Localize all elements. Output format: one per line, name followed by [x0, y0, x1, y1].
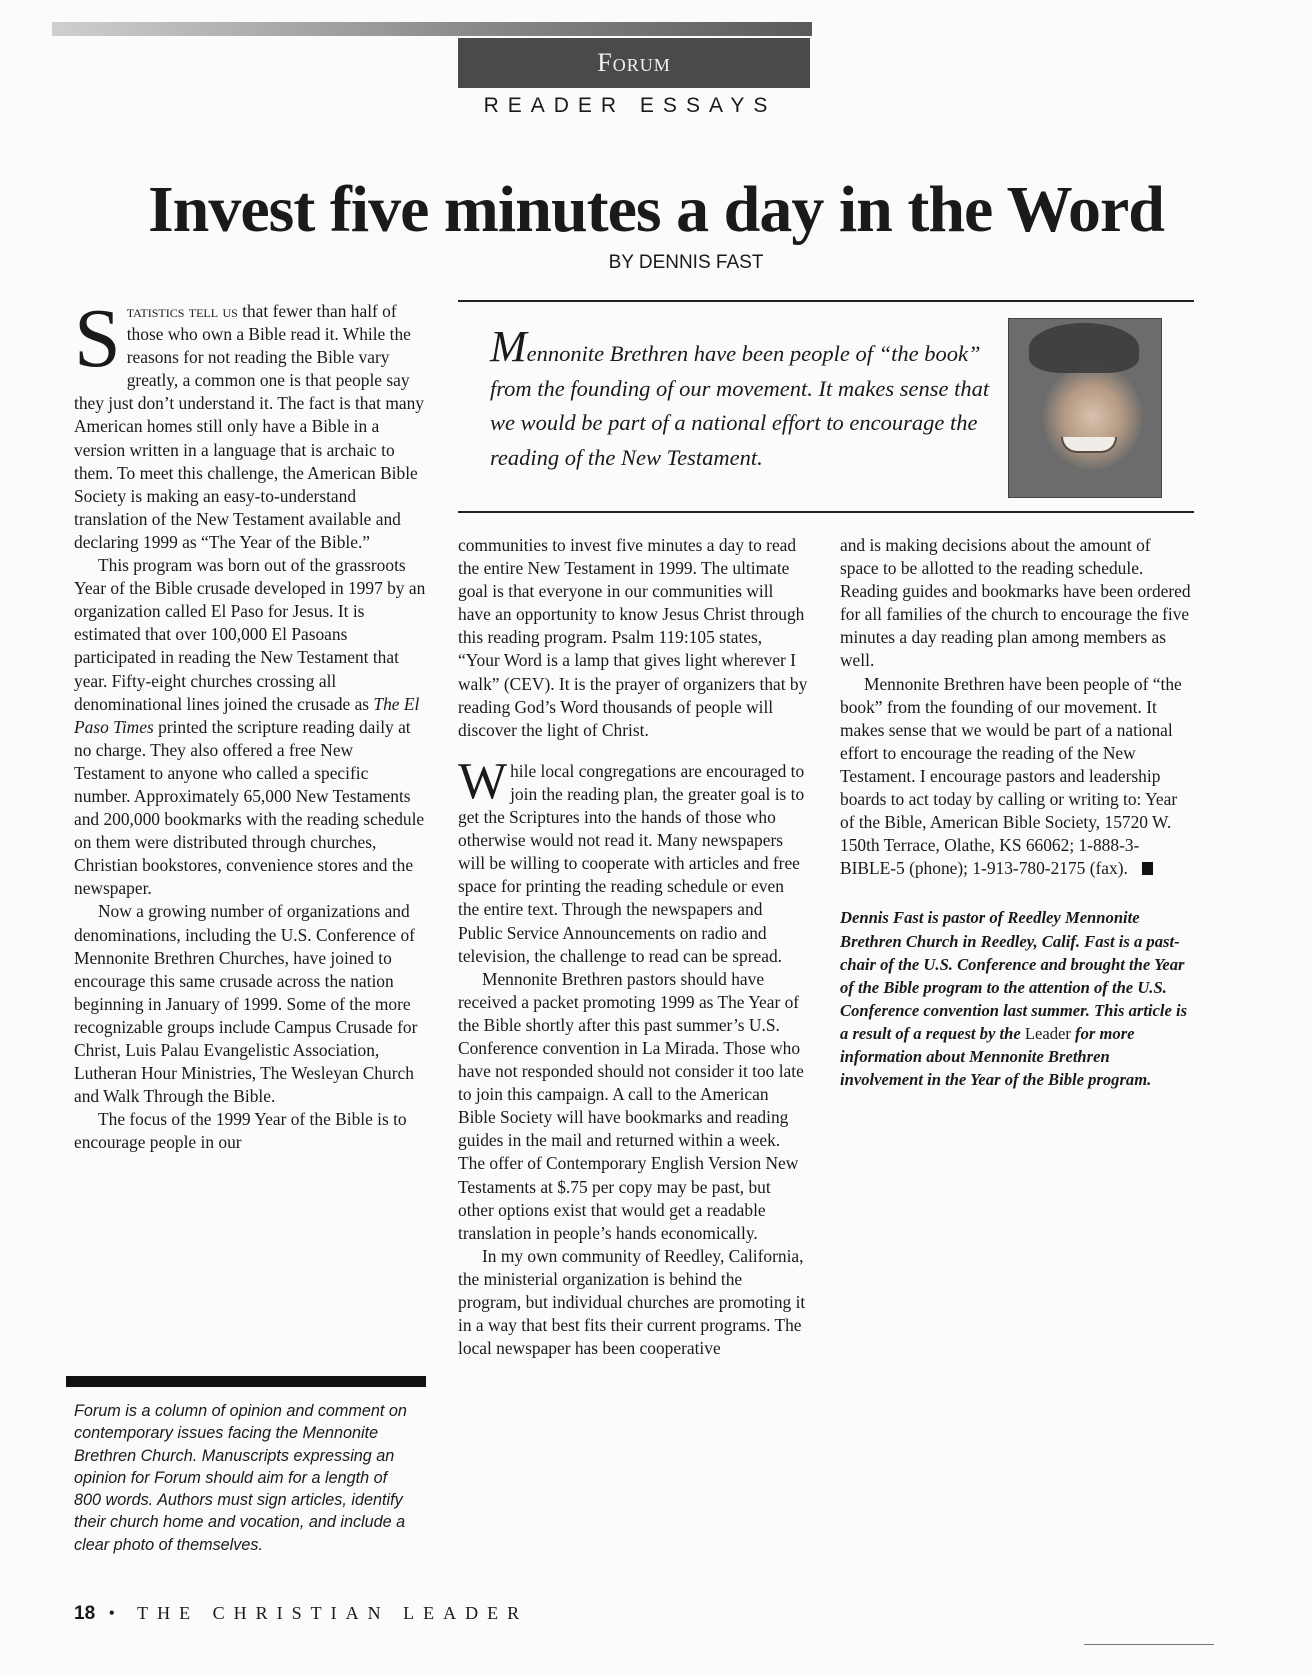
column-3 — [840, 534, 1192, 1091]
author-bio-text-b: for more information about Mennonite Brethren involvement in the Year of the Bible program. — [840, 1023, 1152, 1090]
paragraph-8 — [840, 673, 1192, 881]
paragraph-3: Now a growing number of organizations and denominations, including the U.S. Conference of Mennonite Brethren Churches, have joined to encourage this same crusade across the nation beginning in January of 1999. Some of the more recognizable groups include Campus Crusade for Christ, Luis Palau Evangelistic Association, Lutheran Hour Ministries, The Wesleyan Church and Walk Through the Bible. — [74, 901, 418, 1107]
publication-name: THE CHRISTIAN LEADER — [137, 1603, 529, 1623]
paragraph-7 — [458, 1245, 808, 1360]
byline: BY DENNIS FAST — [608, 252, 764, 273]
paragraph-1 — [74, 292, 426, 554]
paragraph-4-cont — [458, 534, 808, 742]
forum-note: Forum is a column of opinion and comment on contemporary issues facing the Mennonite Brethren Church. Manuscripts expressing an opinion for Forum should aim for a length of 800 words. Authors must sign articles, identify their church home and vocation, and include a clear photo of themselves. — [74, 1402, 407, 1554]
pullquote-text: ennonite Brethren have been people of “the book” from the founding of our movement. It makes sense that we would be part of a national effort to encourage the reading of the New Testament. — [490, 341, 990, 470]
author-bio-publication: Leader — [1024, 1023, 1071, 1043]
pullquote-bottom-rule — [458, 511, 1194, 513]
section-tab-label: Forum — [597, 48, 671, 77]
pullquote — [490, 322, 1010, 475]
pullquote-initial: M — [490, 322, 527, 371]
section-tab — [458, 38, 810, 88]
drop-cap-w: W — [458, 752, 508, 810]
paragraph-2-text-a: This program was born out of the grassroots Year of the Bible crusade developed in 1997 by an organization called El Paso for Jesus. It is estimated that over 100,000 El Pasoans participated in reading the New Testament that year. Fifty-eight churches crossing all denominational lines joined the crusade as — [74, 555, 426, 714]
page-number: 18 — [74, 1603, 96, 1624]
author-photo — [1008, 318, 1162, 498]
column-2 — [458, 534, 808, 1360]
lead-in: tatistics tell us — [126, 301, 238, 321]
author-bio — [840, 906, 1192, 1091]
margin-rule — [1084, 1644, 1214, 1645]
paragraph-4: The focus of the 1999 Year of the Bible is to encourage people in our — [74, 1109, 407, 1153]
author-photo-hair — [1029, 323, 1139, 373]
subsection-label: READER ESSAYS — [483, 94, 777, 117]
author-photo-smile — [1061, 437, 1117, 453]
header-gradient-band — [52, 22, 812, 36]
footer-bullet: • — [108, 1603, 124, 1623]
paragraph-2 — [74, 554, 426, 900]
paragraph-6: Mennonite Brethren pastors should have received a packet promoting 1999 as The Year of the Bible shortly after this past summer’s U.S. Conference convention in La Mirada. Those who have not responded should not consider it too late to join this campaign. A call to the American Bible Society will have bookmarks and reading guides in the mail and returned within a week. The offer of Contemporary English Version New Testaments at $.75 per copy may be past, but other options exist that would get a readable translation in people’s hands economically. — [458, 968, 804, 1243]
paragraph-4-continued: communities to invest five minutes a day to read the entire New Testament in 1999. The ultimate goal is that everyone in our communities will have an opportunity to know Jesus Christ through this reading program. Psalm 119:105 states, “Your Word is a lamp that gives light wherever I walk” (CEV). It is the prayer of organizers that by reading God’s Word thousands of people will discover the light of Christ. — [458, 535, 808, 740]
drop-cap: S — [74, 292, 121, 385]
paragraph-2-text-b: printed the scripture reading daily at no charge. They also offered a free New Testament to anyone who called a specific number. Approximately 65,000 New Testaments and 200,000 bookmarks with the reading schedule on them were distributed through churches, Christian bookstores, convenience stores and the newspaper. — [74, 716, 425, 899]
article-title: Invest five minutes a day in the Word — [147, 173, 1165, 246]
pullquote-top-rule — [458, 300, 1194, 302]
forum-note-bar — [66, 1376, 426, 1387]
paragraph-5 — [458, 752, 808, 968]
paragraph-8-text: Mennonite Brethren have been people of “the book” from the founding of our movement. It makes sense that we would be part of a national effort to encourage the reading of the New Testament. I encourage pastors and leadership boards to act today by calling or writing to: Year of the Bible, American Bible Society, 15720 W. 150th Terrace, Olathe, KS 66062; 1-888-3-BIBLE-5 (phone); 1-913-780-2175 (fax). — [840, 673, 1182, 879]
column-1 — [74, 292, 426, 1154]
newspaper-title: The El Paso Times — [74, 693, 420, 737]
paragraph-7-continued: and is making decisions about the amount of space to be allotted to the reading schedule. Reading guides and bookmarks have been ordered for all families of the church to encourage the five minutes a day reading plan among members as well. — [840, 535, 1191, 671]
paragraph-7-text: In my own community of Reedley, California, the ministerial organization is behind the program, but individual churches are promoting it in a way that best fits their current programs. The local newspaper has been cooperative — [458, 1245, 806, 1359]
paragraph-1-text: that fewer than half of those who own a Bible read it. While the reasons for not reading the Bible vary greatly, a common one is that people say they just don’t understand it. The fact is that many American homes still only have a Bible in a version written in a language that is archaic to them. To meet this challenge, the American Bible Society is making an easy-to-understand translation of the New Testament available and declaring 1999 as “The Year of the Bible.” — [74, 301, 425, 552]
paragraph-7-cont — [840, 534, 1192, 673]
end-mark-icon — [1142, 862, 1153, 875]
paragraph-5-text: hile local congregations are encouraged to join the reading plan, the greater goal is to get the Scriptures into the hands of those who otherwise would not read it. Many newspapers will be willing to cooperate with articles and free space for printing the reading schedule or even the entire text. Through the newspapers and Public Service Announcements on radio and television, the challenge to read can be spread. — [458, 760, 805, 966]
author-bio-text-a: Dennis Fast is pastor of Reedley Mennonite Brethren Church in Reedley, Calif. Fast is a past-chair of the U.S. Conference and brought the Year of the Bible program to the attention of the U.S. Conference convention last summer. This article is a result of a request by the — [840, 908, 1188, 1043]
page-footer — [74, 1603, 528, 1625]
